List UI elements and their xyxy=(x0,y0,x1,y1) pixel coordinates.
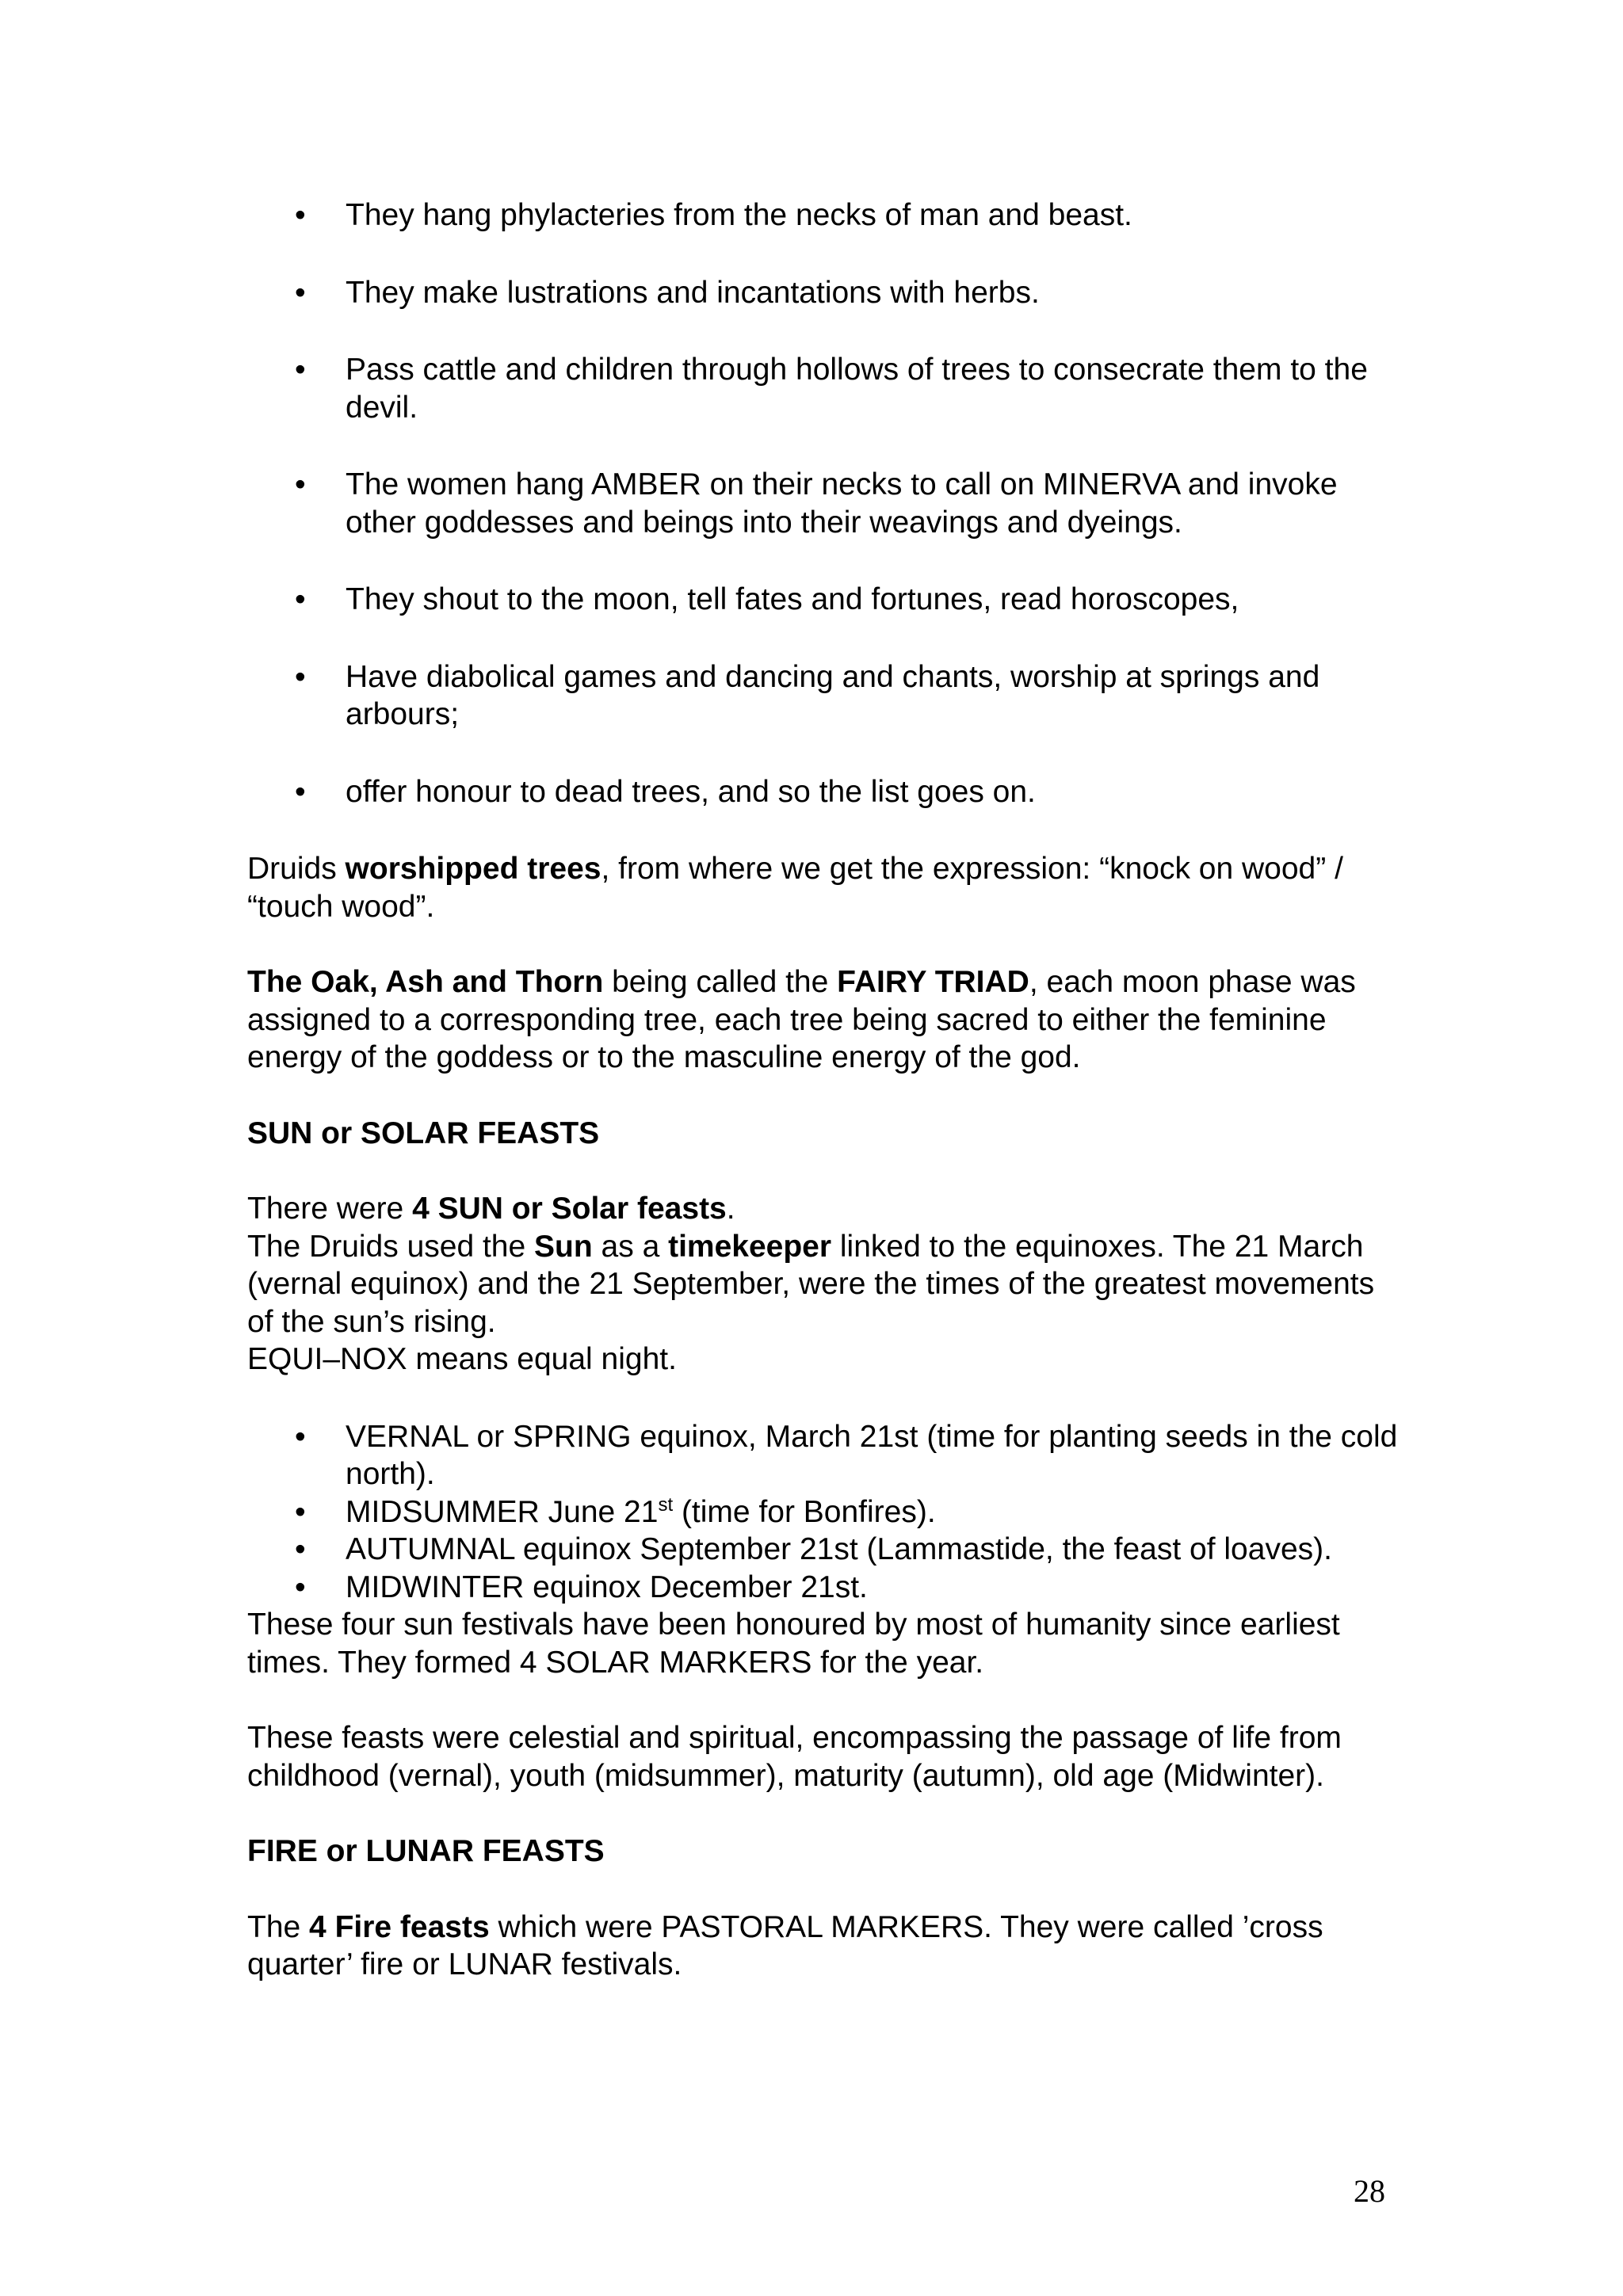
text-run: (time for Bonfires). xyxy=(673,1494,936,1529)
text-run: , from where we get the expression: “knock on wood” / “touch wood”. xyxy=(247,852,1343,924)
list-item: • MIDWINTER equinox December 21st. xyxy=(247,1569,1404,1607)
paragraph-druids xyxy=(247,850,1404,925)
text-run: as a xyxy=(592,1229,669,1264)
text-run: There were xyxy=(247,1192,413,1226)
text-run: The Druids used the xyxy=(247,1229,535,1264)
list-item: • offer honour to dead trees, and so the list goes on. xyxy=(247,773,1404,811)
page-body xyxy=(247,196,1404,1984)
bold-text: The Oak, Ash and Thorn xyxy=(247,965,604,999)
bold-text: Sun xyxy=(534,1229,593,1264)
paragraph-fire-feasts xyxy=(247,1909,1404,1984)
text-run: The xyxy=(247,1909,310,1944)
list-item: • Pass cattle and children through hollows of trees to consecrate them to the devil. xyxy=(247,351,1404,426)
text-run: being called the xyxy=(603,965,838,999)
list-item: • They make lustrations and incantations with herbs. xyxy=(247,274,1404,312)
paragraph-sun-feasts xyxy=(247,1190,1404,1228)
text-run: . xyxy=(726,1192,735,1226)
paragraph-fairy-triad xyxy=(247,963,1404,1077)
list-item: • AUTUMNAL equinox September 21st (Lammastide, the feast of loaves). xyxy=(247,1531,1404,1569)
section-heading-fire: FIRE or LUNAR FEASTS xyxy=(247,1834,605,1868)
list-item: • Have diabolical games and dancing and chants, worship at springs and arbours; xyxy=(247,658,1404,734)
list-item: • They hang phylacteries from the necks of man and beast. xyxy=(247,196,1404,235)
page-number: 28 xyxy=(1354,2173,1385,2209)
paragraph-solar-markers: These four sun festivals have been honoured by most of humanity since earliest times. They formed 4 SOLAR MARKERS for the year. xyxy=(247,1608,1340,1680)
list-item: • The women hang AMBER on their necks to call on MINERVA and invoke other goddesses and beings into their weavings and dyeings. xyxy=(247,466,1404,541)
superscript: st xyxy=(658,1493,674,1516)
text-run: linked to the equinoxes. The 21 March (vernal equinox) and the 21 September, were the times of the greatest movements of the sun’s rising. xyxy=(247,1229,1375,1339)
list-item: • VERNAL or SPRING equinox, March 21st (time for planting seeds in the cold north). xyxy=(247,1418,1404,1493)
paragraph-celestial: These feasts were celestial and spiritual, encompassing the passage of life from childhood (vernal), youth (midsummer), maturity (autumn), old age (Midwinter). xyxy=(247,1721,1342,1793)
practices-list xyxy=(247,196,1404,810)
paragraph-equinox: EQUI–NOX means equal night. xyxy=(247,1342,677,1376)
text-run: which were PASTORAL MARKERS. They were called ’cross quarter’ fire or LUNAR festivals. xyxy=(247,1909,1323,1981)
bold-text: 4 SUN or Solar feasts xyxy=(412,1192,727,1226)
list-item: • They shout to the moon, tell fates and fortunes, read horoscopes, xyxy=(247,581,1404,619)
solar-feasts-list xyxy=(247,1418,1404,1607)
bold-text: timekeeper xyxy=(668,1229,832,1264)
text-run: MIDSUMMER June 21 xyxy=(346,1494,659,1529)
bold-text: worshipped trees xyxy=(345,852,601,886)
list-item xyxy=(247,1493,1404,1531)
text-run: Druids xyxy=(247,852,346,886)
text-run: , each moon phase was assigned to a corresponding tree, each tree being sacred to either the feminine energy of the goddess or to the masculine energy of the god. xyxy=(247,965,1356,1074)
section-heading-sun: SUN or SOLAR FEASTS xyxy=(247,1116,600,1150)
bold-text: 4 Fire feasts xyxy=(309,1909,490,1944)
paragraph-timekeeper xyxy=(247,1228,1404,1341)
bold-text: FAIRY TRIAD xyxy=(837,965,1029,999)
